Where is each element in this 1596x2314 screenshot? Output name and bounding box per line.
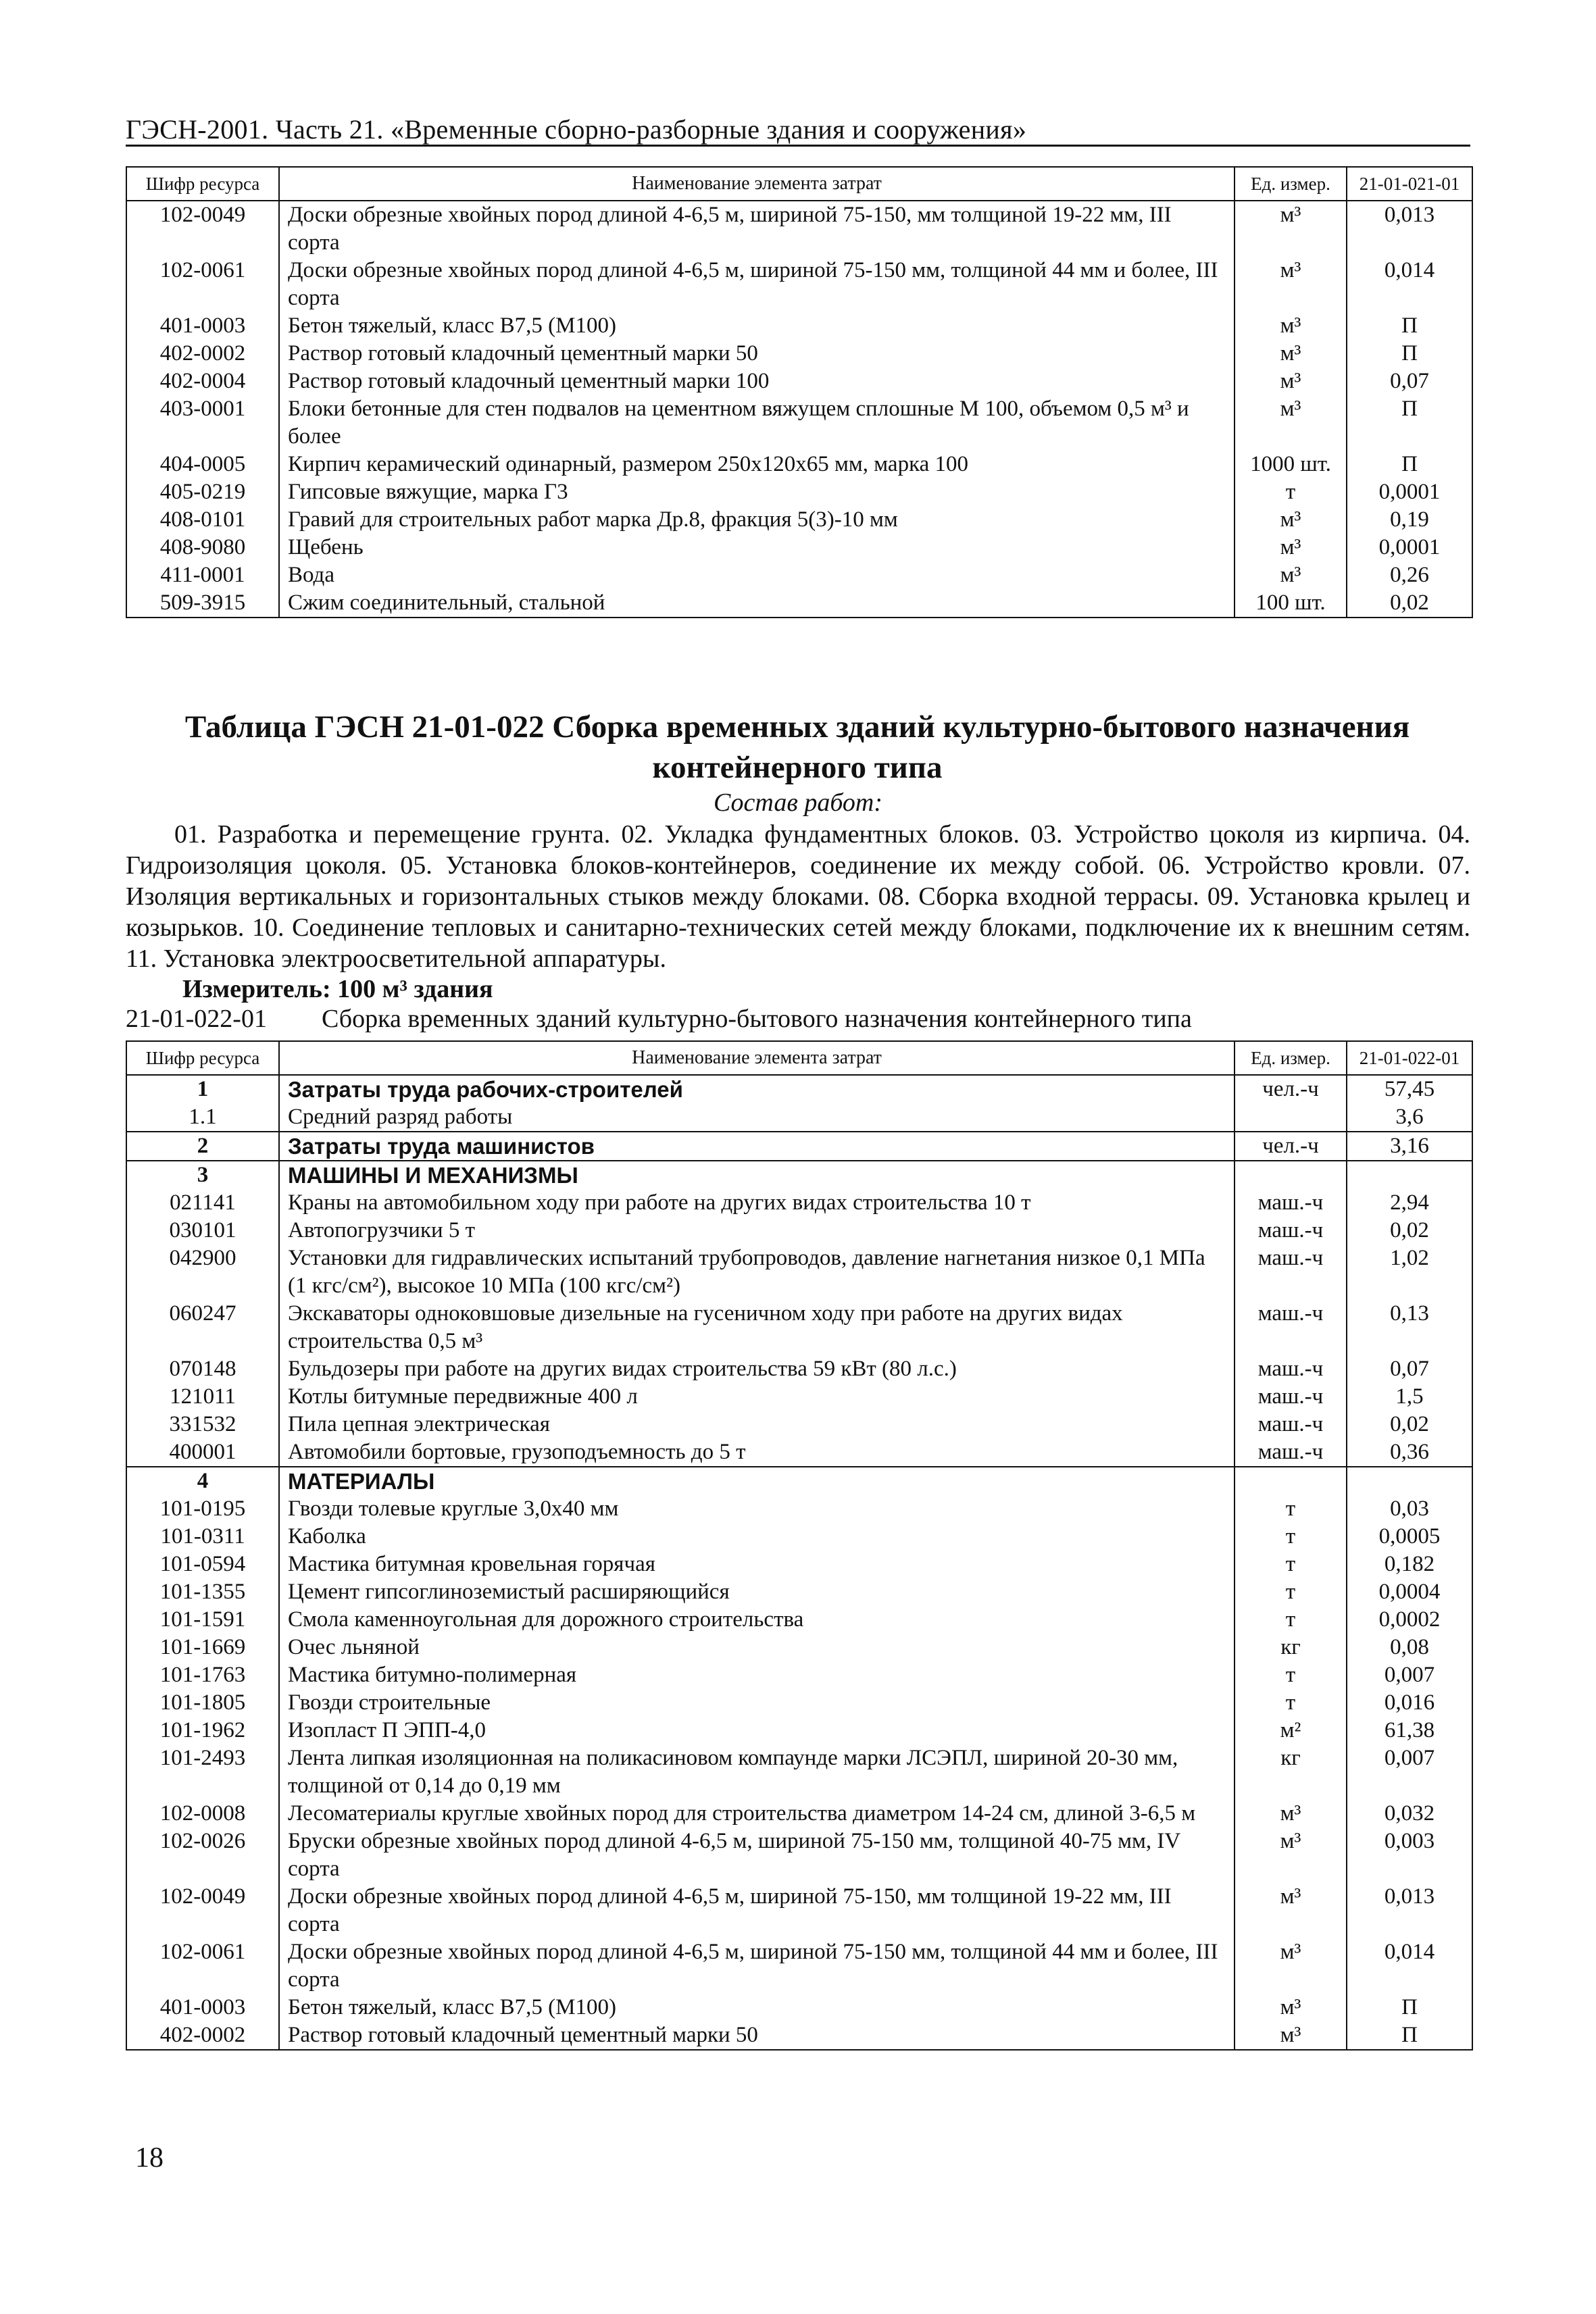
cell-name: МАТЕРИАЛЫ bbox=[279, 1467, 1235, 1495]
cell-unit: м³ bbox=[1235, 312, 1347, 340]
cell-unit: 100 шт. bbox=[1235, 589, 1347, 618]
cell-value: П bbox=[1347, 2021, 1472, 2050]
cell-unit: кг bbox=[1235, 1634, 1347, 1661]
subtable-code: 21-01-022-01 bbox=[126, 1005, 267, 1033]
cell-code: 403-0001 bbox=[126, 395, 279, 451]
cell-value: 0,003 bbox=[1347, 1828, 1472, 1883]
cell-unit: т bbox=[1235, 1606, 1347, 1634]
cell-value: П bbox=[1347, 312, 1472, 340]
table-row bbox=[126, 1383, 1472, 1411]
cell-code: 102-0061 bbox=[126, 257, 279, 312]
cell-code: 1.1 bbox=[126, 1103, 279, 1132]
cell-code: 070148 bbox=[126, 1355, 279, 1383]
cell-unit bbox=[1235, 1103, 1347, 1132]
cell-value: 0,02 bbox=[1347, 1411, 1472, 1438]
cell-code: 404-0005 bbox=[126, 451, 279, 478]
cell-name: Лента липкая изоляционная на поликасиновом компаунде марки ЛСЭПЛ, шириной 20-30 мм, толщиной от 0,14 до 0,19 мм bbox=[279, 1744, 1235, 1800]
cell-value: П bbox=[1347, 451, 1472, 478]
cell-value: 0,02 bbox=[1347, 1217, 1472, 1244]
cell-code: 101-1669 bbox=[126, 1634, 279, 1661]
cell-unit: т bbox=[1235, 1578, 1347, 1606]
cell-unit bbox=[1235, 1161, 1347, 1189]
cell-value: 0,26 bbox=[1347, 561, 1472, 589]
cell-code: 101-1355 bbox=[126, 1578, 279, 1606]
cell-value bbox=[1347, 1161, 1472, 1189]
cell-code: 102-0061 bbox=[126, 1938, 279, 1994]
table-row bbox=[126, 1438, 1472, 1467]
composition-heading: Состав работ: bbox=[713, 788, 883, 817]
cell-value: 2,94 bbox=[1347, 1189, 1472, 1217]
cell-name: Изопласт П ЭПП-4,0 bbox=[279, 1717, 1235, 1744]
cell-name: Щебень bbox=[279, 534, 1235, 561]
cell-code: 1 bbox=[126, 1075, 279, 1103]
cell-value: 0,014 bbox=[1347, 257, 1472, 312]
cell-code: 101-0311 bbox=[126, 1523, 279, 1551]
measure-unit: Измеритель: 100 м³ здания bbox=[182, 975, 493, 1003]
cell-unit: м³ bbox=[1235, 2021, 1347, 2050]
cell-value: 61,38 bbox=[1347, 1717, 1472, 1744]
cell-value: 0,014 bbox=[1347, 1938, 1472, 1994]
cell-name: Бульдозеры при работе на других видах строительства 59 кВт (80 л.с.) bbox=[279, 1355, 1235, 1383]
cell-name: Раствор готовый кладочный цементный марки 50 bbox=[279, 2021, 1235, 2050]
subtable-name: Сборка временных зданий культурно-бытового назначения контейнерного типа bbox=[322, 1005, 1192, 1033]
cell-code: 331532 bbox=[126, 1411, 279, 1438]
cell-value: 0,016 bbox=[1347, 1689, 1472, 1717]
table-row bbox=[126, 1606, 1472, 1634]
cell-unit: м³ bbox=[1235, 368, 1347, 395]
cell-value: 0,032 bbox=[1347, 1800, 1472, 1828]
table-body bbox=[126, 201, 1472, 618]
cell-name: Автомобили бортовые, грузоподъемность до 5 т bbox=[279, 1438, 1235, 1467]
cell-unit: м³ bbox=[1235, 201, 1347, 257]
table-row bbox=[126, 1495, 1472, 1523]
cell-name: Гвозди толевые круглые 3,0х40 мм bbox=[279, 1495, 1235, 1523]
cell-code: 102-0008 bbox=[126, 1800, 279, 1828]
cell-value bbox=[1347, 1467, 1472, 1495]
cell-name: Бруски обрезные хвойных пород длиной 4-6,5 м, шириной 75-150 мм, толщиной 40-75 мм, IV сорта bbox=[279, 1828, 1235, 1883]
cell-unit: м³ bbox=[1235, 1938, 1347, 1994]
cell-value: 0,03 bbox=[1347, 1495, 1472, 1523]
cell-code: 101-1763 bbox=[126, 1661, 279, 1689]
cell-name: Бетон тяжелый, класс В7,5 (М100) bbox=[279, 1994, 1235, 2021]
table-row bbox=[126, 1551, 1472, 1578]
cell-unit: 1000 шт. bbox=[1235, 451, 1347, 478]
cell-code: 405-0219 bbox=[126, 478, 279, 506]
cell-value: 0,013 bbox=[1347, 1883, 1472, 1938]
cell-unit: м³ bbox=[1235, 1883, 1347, 1938]
cell-code: 101-1805 bbox=[126, 1689, 279, 1717]
cell-unit: маш.-ч bbox=[1235, 1383, 1347, 1411]
cell-unit: м³ bbox=[1235, 340, 1347, 368]
table-row bbox=[126, 1244, 1472, 1300]
table-row bbox=[126, 1689, 1472, 1717]
cell-unit: м³ bbox=[1235, 534, 1347, 561]
cell-value: 3,6 bbox=[1347, 1103, 1472, 1132]
cell-value: 0,0004 bbox=[1347, 1578, 1472, 1606]
cell-value: 0,182 bbox=[1347, 1551, 1472, 1578]
table-row bbox=[126, 1300, 1472, 1355]
cell-name: Очес льняной bbox=[279, 1634, 1235, 1661]
cell-code: 3 bbox=[126, 1161, 279, 1189]
table-row bbox=[126, 506, 1472, 534]
cell-name: Доски обрезные хвойных пород длиной 4-6,5 м, шириной 75-150, мм толщиной 19-22 мм, III сорта bbox=[279, 201, 1235, 257]
cell-name: Вода bbox=[279, 561, 1235, 589]
cell-name: Гравий для строительных работ марка Др.8, фракция 5(3)-10 мм bbox=[279, 506, 1235, 534]
cell-name: Затраты труда машинистов bbox=[279, 1132, 1235, 1161]
section-heading-row bbox=[126, 1467, 1472, 1495]
cell-value: 0,0002 bbox=[1347, 1606, 1472, 1634]
cell-unit: м³ bbox=[1235, 1994, 1347, 2021]
cell-unit: т bbox=[1235, 1495, 1347, 1523]
cell-unit: м³ bbox=[1235, 257, 1347, 312]
cell-code: 401-0003 bbox=[126, 1994, 279, 2021]
cell-code: 101-1591 bbox=[126, 1606, 279, 1634]
table-row bbox=[126, 2021, 1472, 2050]
cell-code: 101-0195 bbox=[126, 1495, 279, 1523]
cell-code: 101-1962 bbox=[126, 1717, 279, 1744]
cell-name: Экскаваторы одноковшовые дизельные на гусеничном ходу при работе на других видах строительства 0,5 м³ bbox=[279, 1300, 1235, 1355]
table-row bbox=[126, 1075, 1472, 1103]
table-row bbox=[126, 1217, 1472, 1244]
table-row bbox=[126, 1578, 1472, 1606]
cell-value: 0,36 bbox=[1347, 1438, 1472, 1467]
cell-unit: м³ bbox=[1235, 1828, 1347, 1883]
section-heading-row bbox=[126, 1161, 1472, 1189]
composition-text: 01. Разработка и перемещение грунта. 02. Укладка фундаментных блоков. 03. Устройство цоколя из кирпича. 04. Гидроизоляция цоколя. 05. Установка блоков-контейнеров, соединение их между собой. 06. Устройство кровли. 07. Изоляция вертикальных и горизонтальных стыков между блоками. 08. Сборка входной террасы. 09. Установка крылец и козырьков. 10. Соединение тепловых и санитарно-технических сетей между блоками, подключение их к внешним сетям. 11. Установка электроосветительной аппаратуры. bbox=[126, 820, 1470, 973]
cell-value: 0,13 bbox=[1347, 1300, 1472, 1355]
column-header-unit: Ед. измер. bbox=[1235, 1041, 1347, 1075]
table-row bbox=[126, 1411, 1472, 1438]
cell-code: 101-0594 bbox=[126, 1551, 279, 1578]
cell-name: Мастика битумная кровельная горячая bbox=[279, 1551, 1235, 1578]
cell-unit: м³ bbox=[1235, 1800, 1347, 1828]
table-row bbox=[126, 451, 1472, 478]
cell-name: Котлы битумные передвижные 400 л bbox=[279, 1383, 1235, 1411]
column-header-unit: Ед. измер. bbox=[1235, 167, 1347, 201]
cell-value: 0,007 bbox=[1347, 1744, 1472, 1800]
cell-value: 3,16 bbox=[1347, 1132, 1472, 1161]
cell-value: 0,08 bbox=[1347, 1634, 1472, 1661]
column-header-norm: 21-01-022-01 bbox=[1347, 1041, 1472, 1075]
table-title: Таблица ГЭСН 21-01-022 Сборка временных зданий культурно-бытового назначения контейнерного типа bbox=[184, 709, 1410, 785]
table-row bbox=[126, 534, 1472, 561]
table-row bbox=[126, 395, 1472, 451]
cell-name: Лесоматериалы круглые хвойных пород для строительства диаметром 14-24 см, длиной 3-6,5 м bbox=[279, 1800, 1235, 1828]
cell-code: 060247 bbox=[126, 1300, 279, 1355]
table-row bbox=[126, 340, 1472, 368]
table-row bbox=[126, 589, 1472, 618]
cell-name: Краны на автомобильном ходу при работе на других видах строительства 10 т bbox=[279, 1189, 1235, 1217]
table-row bbox=[126, 1717, 1472, 1744]
table-row bbox=[126, 1938, 1472, 1994]
cell-name: Гвозди строительные bbox=[279, 1689, 1235, 1717]
table-row bbox=[126, 312, 1472, 340]
cell-value: 0,02 bbox=[1347, 589, 1472, 618]
cell-value: 0,0001 bbox=[1347, 478, 1472, 506]
cell-name: Доски обрезные хвойных пород длиной 4-6,5 м, шириной 75-150, мм толщиной 19-22 мм, III сорта bbox=[279, 1883, 1235, 1938]
cell-unit: маш.-ч bbox=[1235, 1355, 1347, 1383]
cell-value: 0,007 bbox=[1347, 1661, 1472, 1689]
cell-code: 411-0001 bbox=[126, 561, 279, 589]
cell-unit bbox=[1235, 1467, 1347, 1495]
cell-name: Установки для гидравлических испытаний трубопроводов, давление нагнетания низкое 0,1 МПа (1 кгс/см²), высокое 10 МПа (100 кгс/см²) bbox=[279, 1244, 1235, 1300]
cell-name: Каболка bbox=[279, 1523, 1235, 1551]
cell-name: Пила цепная электрическая bbox=[279, 1411, 1235, 1438]
table-row bbox=[126, 1189, 1472, 1217]
cell-name: Раствор готовый кладочный цементный марки 50 bbox=[279, 340, 1235, 368]
cell-unit: маш.-ч bbox=[1235, 1189, 1347, 1217]
cell-unit: чел.-ч bbox=[1235, 1075, 1347, 1103]
cell-unit: т bbox=[1235, 1661, 1347, 1689]
table-row bbox=[126, 1634, 1472, 1661]
cell-unit: маш.-ч bbox=[1235, 1411, 1347, 1438]
cell-name: Доски обрезные хвойных пород длиной 4-6,5 м, шириной 75-150 мм, толщиной 44 мм и более, III сорта bbox=[279, 1938, 1235, 1994]
column-header-name: Наименование элемента затрат bbox=[279, 1041, 1235, 1075]
cell-unit: м² bbox=[1235, 1717, 1347, 1744]
cell-code: 2 bbox=[126, 1132, 279, 1161]
table-row bbox=[126, 257, 1472, 312]
cell-unit: т bbox=[1235, 1551, 1347, 1578]
cell-value: П bbox=[1347, 340, 1472, 368]
cell-code: 042900 bbox=[126, 1244, 279, 1300]
cell-name: Раствор готовый кладочный цементный марки 100 bbox=[279, 368, 1235, 395]
table-header-row bbox=[126, 167, 1472, 201]
page-number: 18 bbox=[135, 2142, 164, 2173]
cell-name: Доски обрезные хвойных пород длиной 4-6,5 м, шириной 75-150 мм, толщиной 44 мм и более, III сорта bbox=[279, 257, 1235, 312]
cell-unit: маш.-ч bbox=[1235, 1438, 1347, 1467]
cell-value: П bbox=[1347, 395, 1472, 451]
cell-code: 402-0002 bbox=[126, 340, 279, 368]
resource-table-022 bbox=[126, 1040, 1473, 2051]
cell-name: Затраты труда рабочих-строителей bbox=[279, 1075, 1235, 1103]
cell-name: Бетон тяжелый, класс В7,5 (М100) bbox=[279, 312, 1235, 340]
cell-value: 57,45 bbox=[1347, 1075, 1472, 1103]
cell-code: 402-0004 bbox=[126, 368, 279, 395]
cell-unit: кг bbox=[1235, 1744, 1347, 1800]
cell-name: Кирпич керамический одинарный, размером 250х120х65 мм, марка 100 bbox=[279, 451, 1235, 478]
table-row bbox=[126, 1355, 1472, 1383]
cell-unit: т bbox=[1235, 478, 1347, 506]
cell-code: 401-0003 bbox=[126, 312, 279, 340]
cell-code: 102-0026 bbox=[126, 1828, 279, 1883]
cell-name: Цемент гипсоглиноземистый расширяющийся bbox=[279, 1578, 1235, 1606]
cell-unit: маш.-ч bbox=[1235, 1300, 1347, 1355]
cell-code: 102-0049 bbox=[126, 201, 279, 257]
table-row bbox=[126, 1132, 1472, 1161]
cell-code: 400001 bbox=[126, 1438, 279, 1467]
subtable-caption bbox=[126, 1004, 1192, 1034]
table-body bbox=[126, 1075, 1472, 2050]
resource-table-021 bbox=[126, 166, 1473, 618]
column-header-name: Наименование элемента затрат bbox=[279, 167, 1235, 201]
cell-unit: чел.-ч bbox=[1235, 1132, 1347, 1161]
table-row bbox=[126, 1103, 1472, 1132]
cell-code: 021141 bbox=[126, 1189, 279, 1217]
cell-code: 408-0101 bbox=[126, 506, 279, 534]
cell-unit: т bbox=[1235, 1523, 1347, 1551]
table-row bbox=[126, 561, 1472, 589]
cell-code: 509-3915 bbox=[126, 589, 279, 618]
table-row bbox=[126, 1661, 1472, 1689]
cell-name: Мастика битумно-полимерная bbox=[279, 1661, 1235, 1689]
cell-unit: м³ bbox=[1235, 561, 1347, 589]
cell-value: П bbox=[1347, 1994, 1472, 2021]
cell-name: Сжим соединительный, стальной bbox=[279, 589, 1235, 618]
cell-unit: маш.-ч bbox=[1235, 1217, 1347, 1244]
table-row bbox=[126, 1994, 1472, 2021]
cell-code: 4 bbox=[126, 1467, 279, 1495]
cell-code: 101-2493 bbox=[126, 1744, 279, 1800]
cell-value: 1,5 bbox=[1347, 1383, 1472, 1411]
cell-value: 0,0001 bbox=[1347, 534, 1472, 561]
cell-unit: м³ bbox=[1235, 395, 1347, 451]
cell-unit: маш.-ч bbox=[1235, 1244, 1347, 1300]
header-rule bbox=[126, 145, 1470, 147]
cell-name: МАШИНЫ И МЕХАНИЗМЫ bbox=[279, 1161, 1235, 1189]
cell-code: 408-9080 bbox=[126, 534, 279, 561]
column-header-norm: 21-01-021-01 bbox=[1347, 167, 1472, 201]
cell-name: Гипсовые вяжущие, марка Г3 bbox=[279, 478, 1235, 506]
cell-name: Автопогрузчики 5 т bbox=[279, 1217, 1235, 1244]
cell-name: Смола каменноугольная для дорожного строительства bbox=[279, 1606, 1235, 1634]
cell-value: 0,07 bbox=[1347, 1355, 1472, 1383]
table-row bbox=[126, 1744, 1472, 1800]
cell-code: 402-0002 bbox=[126, 2021, 279, 2050]
cell-unit: м³ bbox=[1235, 506, 1347, 534]
column-header-code: Шифр ресурса bbox=[126, 167, 279, 201]
column-header-code: Шифр ресурса bbox=[126, 1041, 279, 1075]
cell-code: 102-0049 bbox=[126, 1883, 279, 1938]
cell-name: Средний разряд работы bbox=[279, 1103, 1235, 1132]
cell-value: 0,013 bbox=[1347, 201, 1472, 257]
cell-name: Блоки бетонные для стен подвалов на цементном вяжущем сплошные М 100, объемом 0,5 м³ и более bbox=[279, 395, 1235, 451]
cell-value: 0,07 bbox=[1347, 368, 1472, 395]
cell-unit: т bbox=[1235, 1689, 1347, 1717]
cell-value: 0,19 bbox=[1347, 506, 1472, 534]
table-header-row bbox=[126, 1041, 1472, 1075]
cell-value: 0,0005 bbox=[1347, 1523, 1472, 1551]
table-row bbox=[126, 1800, 1472, 1828]
table-row bbox=[126, 1523, 1472, 1551]
table-row bbox=[126, 1883, 1472, 1938]
cell-code: 121011 bbox=[126, 1383, 279, 1411]
page-header: ГЭСН-2001. Часть 21. «Временные сборно-разборные здания и сооружения» bbox=[126, 114, 1027, 145]
table-row bbox=[126, 201, 1472, 257]
cell-value: 1,02 bbox=[1347, 1244, 1472, 1300]
table-row bbox=[126, 478, 1472, 506]
table-row bbox=[126, 1828, 1472, 1883]
table-row bbox=[126, 368, 1472, 395]
cell-code: 030101 bbox=[126, 1217, 279, 1244]
